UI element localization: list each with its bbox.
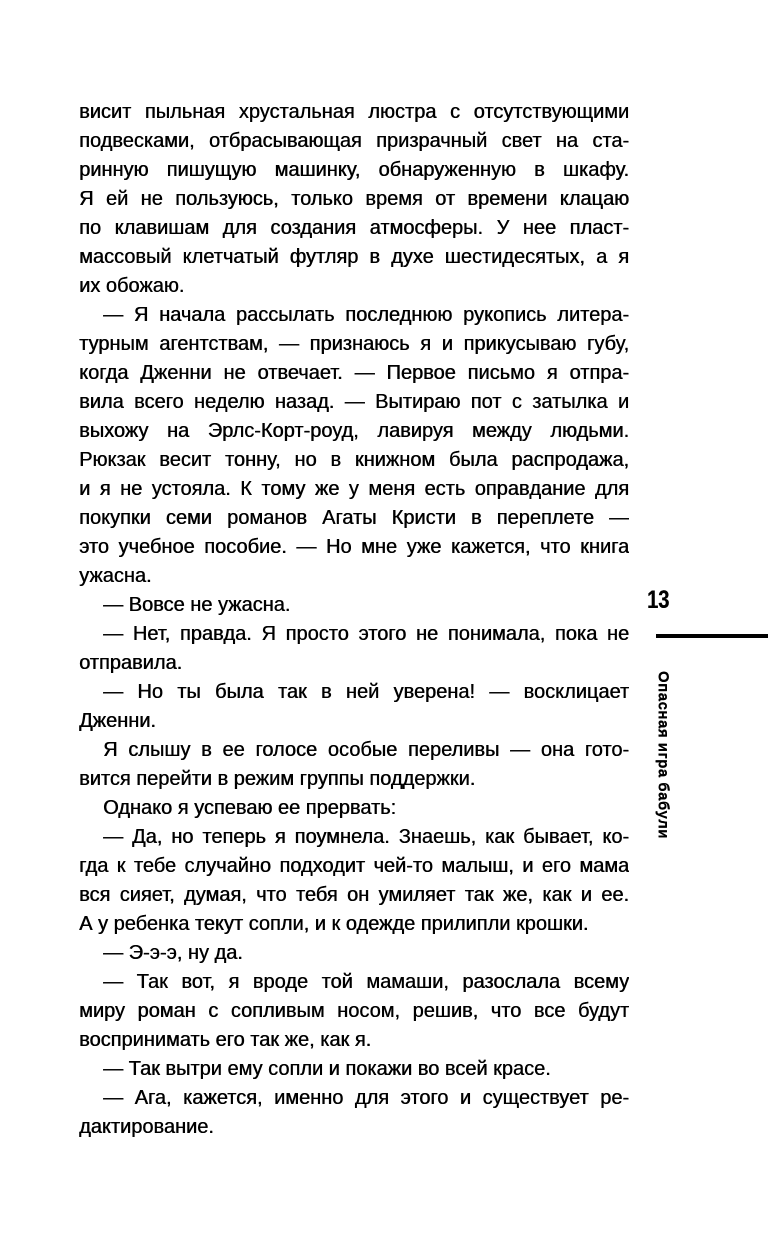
text-line: — Но ты была так в ней уверена! — восклицает — [103, 681, 629, 703]
text-line: — Да, но теперь я поумнела. Знаешь, как бывает, ко- — [103, 826, 629, 848]
text-line: вила всего неделю назад. — Вытираю пот с затылка и — [79, 391, 629, 413]
text-line: турным агентствам, — признаюсь я и прикусываю губу, — [79, 333, 629, 355]
text-line: ринную пишущую машинку, обнаруженную в шкафу. — [79, 159, 629, 181]
text-line: — Так вытри ему сопли и покажи во всей красе. — [103, 1058, 551, 1080]
text-line: отправила. — [79, 652, 183, 674]
text-line: по клавишам для создания атмосферы. У нее пласт- — [79, 217, 629, 239]
text-line: Рюкзак весит тонну, но в книжном была распродажа, — [79, 449, 629, 471]
text-line: это учебное пособие. — Но мне уже кажется, что книга — [79, 536, 629, 558]
text-line: — Э-э-э, ну да. — [103, 942, 243, 964]
text-line: — Ага, кажется, именно для этого и существует ре- — [103, 1087, 629, 1109]
text-line: когда Дженни не отвечает. — Первое письмо я отпра- — [79, 362, 629, 384]
text-line: выхожу на Эрлс-Корт-роуд, лавируя между людьми. — [79, 420, 629, 442]
text-line: висит пыльная хрустальная люстра с отсутствующими — [79, 101, 629, 123]
text-line: Я ей не пользуюсь, только время от времени клацаю — [79, 188, 629, 210]
page-text — [79, 98, 629, 1142]
text-line: массовый клетчатый футляр в духе шестидесятых, а я — [79, 246, 629, 268]
text-line: — Нет, правда. Я просто этого не понимала, пока не — [103, 623, 629, 645]
text-line: и я не устояла. К тому же у меня есть оправдание для — [79, 478, 629, 500]
text-line: — Так вот, я вроде той мамаши, разослала всему — [103, 971, 629, 993]
text-line: — Вовсе не ужасна. — [103, 594, 291, 616]
text-line: Дженни. — [79, 710, 156, 732]
text-line: подвесками, отбрасывающая призрачный свет на ста- — [79, 130, 629, 152]
text-line: Я слышу в ее голосе особые переливы — она гото- — [103, 739, 629, 761]
text-line: их обожаю. — [79, 275, 185, 297]
text-line: Однако я успеваю ее прервать: — [103, 797, 397, 819]
page-number: 13 — [647, 586, 670, 614]
text-line: миру роман с сопливым носом, решив, что все будут — [79, 1000, 629, 1022]
text-line: дактирование. — [79, 1116, 214, 1138]
text-line: вится перейти в режим группы поддержки. — [79, 768, 476, 790]
text-line: гда к тебе случайно подходит чей-то малыш, и его мама — [79, 855, 629, 877]
header-rule — [656, 634, 768, 638]
text-line: покупки семи романов Агаты Кристи в переплете — — [79, 507, 629, 529]
text-line: вся сияет, думая, что тебя он умиляет так же, как и ее. — [79, 884, 629, 906]
text-line: — Я начала рассылать последнюю рукопись литера- — [103, 304, 629, 326]
running-title-vertical: Опасная игра бабули — [655, 671, 672, 839]
text-line: А у ребенка текут сопли, и к одежде прилипли крошки. — [79, 913, 589, 935]
text-line: воспринимать его так же, как я. — [79, 1029, 372, 1051]
text-line: ужасна. — [79, 565, 152, 587]
